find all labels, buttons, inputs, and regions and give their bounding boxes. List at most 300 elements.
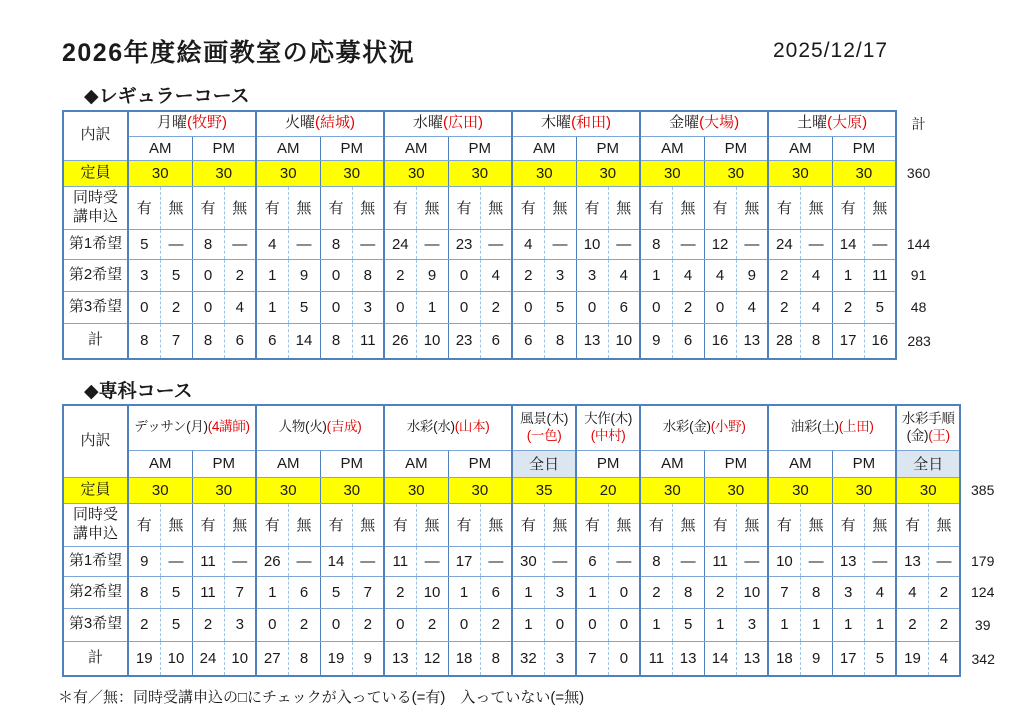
availability-header-cell: 無 bbox=[480, 503, 512, 546]
session-header-cell: PM bbox=[192, 450, 256, 477]
group-header-cell: 金曜(大場) bbox=[640, 111, 768, 136]
row-label-cell: 計 bbox=[63, 323, 128, 359]
session-header-cell: 全日 bbox=[512, 450, 576, 477]
value-cell: 5 bbox=[544, 291, 576, 323]
teacher-name: (上田) bbox=[838, 419, 874, 435]
value-cell: 1 bbox=[768, 608, 800, 641]
value-cell: 28 bbox=[768, 323, 800, 359]
footnote: ＊有／無：同時受講申込の□にチェックが入っている(=有) 入っていない(=無) bbox=[58, 689, 585, 706]
value-cell: — bbox=[544, 229, 576, 259]
teacher-name: (中村) bbox=[590, 427, 626, 443]
value-cell: 1 bbox=[256, 576, 288, 608]
value-cell: 13 bbox=[384, 641, 416, 676]
capacity-label-cell: 定員 bbox=[63, 477, 128, 503]
value-cell: 0 bbox=[320, 291, 352, 323]
value-cell: 8 bbox=[640, 229, 672, 259]
row-total-cell bbox=[960, 450, 1005, 477]
group-header-cell: 土曜(大原) bbox=[768, 111, 896, 136]
availability-header-cell: 無 bbox=[928, 503, 960, 546]
value-cell: 7 bbox=[224, 576, 256, 608]
session-header-cell: AM bbox=[384, 136, 448, 160]
row-total-cell bbox=[960, 405, 1005, 450]
value-cell: 3 bbox=[352, 291, 384, 323]
session-header-cell: AM bbox=[128, 136, 192, 160]
availability-header-cell: 無 bbox=[544, 186, 576, 229]
value-cell: 8 bbox=[352, 259, 384, 291]
value-cell: 2 bbox=[192, 608, 224, 641]
value-cell: 1 bbox=[512, 608, 544, 641]
value-cell: — bbox=[864, 229, 896, 259]
availability-header-cell: 無 bbox=[224, 503, 256, 546]
value-cell: 2 bbox=[288, 608, 320, 641]
value-cell: 1 bbox=[832, 259, 864, 291]
capacity-cell: 30 bbox=[640, 477, 704, 503]
session-header-cell: PM bbox=[832, 450, 896, 477]
group-header-cell: 火曜(結城) bbox=[256, 111, 384, 136]
value-cell: 2 bbox=[352, 608, 384, 641]
value-cell: 7 bbox=[768, 576, 800, 608]
capacity-cell: 30 bbox=[192, 477, 256, 503]
value-cell: 13 bbox=[896, 546, 928, 576]
value-cell: 4 bbox=[928, 641, 960, 676]
value-cell: 10 bbox=[224, 641, 256, 676]
value-cell: 0 bbox=[320, 259, 352, 291]
value-cell: 14 bbox=[832, 229, 864, 259]
value-cell: 12 bbox=[416, 641, 448, 676]
group-header-cell: 水曜(広田) bbox=[384, 111, 512, 136]
value-cell: 4 bbox=[672, 259, 704, 291]
value-cell: 8 bbox=[640, 546, 672, 576]
value-cell: — bbox=[160, 229, 192, 259]
availability-header-cell: 有 bbox=[256, 186, 288, 229]
value-cell: 8 bbox=[544, 323, 576, 359]
capacity-cell: 30 bbox=[128, 160, 192, 186]
value-cell: — bbox=[736, 229, 768, 259]
value-cell: 10 bbox=[160, 641, 192, 676]
availability-header-cell: 無 bbox=[288, 186, 320, 229]
availability-header-cell: 有 bbox=[768, 186, 800, 229]
teacher-name: (牧野) bbox=[187, 114, 228, 132]
value-cell: — bbox=[160, 546, 192, 576]
value-cell: — bbox=[864, 546, 896, 576]
value-cell: 13 bbox=[832, 546, 864, 576]
availability-header-cell: 有 bbox=[128, 186, 160, 229]
value-cell: 4 bbox=[224, 291, 256, 323]
capacity-cell: 30 bbox=[192, 160, 256, 186]
value-cell: 3 bbox=[224, 608, 256, 641]
availability-header-cell: 有 bbox=[512, 503, 544, 546]
value-cell: 0 bbox=[608, 576, 640, 608]
value-cell: — bbox=[736, 546, 768, 576]
value-cell: — bbox=[224, 229, 256, 259]
value-cell: 8 bbox=[128, 576, 160, 608]
group-header-cell: 水彩(水)(山本) bbox=[384, 405, 512, 450]
value-cell: 2 bbox=[928, 608, 960, 641]
session-header-cell: PM bbox=[704, 450, 768, 477]
teacher-name: (一色) bbox=[526, 427, 562, 443]
value-cell: 19 bbox=[320, 641, 352, 676]
value-cell: 6 bbox=[480, 576, 512, 608]
value-cell: 1 bbox=[640, 259, 672, 291]
value-cell: 4 bbox=[704, 259, 736, 291]
availability-header-cell: 有 bbox=[256, 503, 288, 546]
value-cell: 8 bbox=[320, 229, 352, 259]
row-total-cell: 91 bbox=[896, 259, 941, 291]
availability-header-cell: 無 bbox=[416, 503, 448, 546]
value-cell: 2 bbox=[416, 608, 448, 641]
value-cell: 2 bbox=[160, 291, 192, 323]
availability-header-cell: 無 bbox=[352, 503, 384, 546]
value-cell: 19 bbox=[128, 641, 160, 676]
row-total-cell: 48 bbox=[896, 291, 941, 323]
value-cell: — bbox=[928, 546, 960, 576]
capacity-cell: 30 bbox=[704, 477, 768, 503]
teacher-name: (小野) bbox=[710, 419, 746, 435]
value-cell: 2 bbox=[640, 576, 672, 608]
value-cell: 10 bbox=[608, 323, 640, 359]
session-header-cell: PM bbox=[448, 450, 512, 477]
value-cell: 6 bbox=[288, 576, 320, 608]
availability-header-cell: 有 bbox=[320, 186, 352, 229]
value-cell: — bbox=[288, 229, 320, 259]
value-cell: 5 bbox=[672, 608, 704, 641]
session-header-cell: AM bbox=[256, 136, 320, 160]
availability-header-cell: 有 bbox=[384, 186, 416, 229]
value-cell: 10 bbox=[768, 546, 800, 576]
value-cell: 2 bbox=[704, 576, 736, 608]
row-label-cell: 第2希望 bbox=[63, 259, 128, 291]
capacity-cell: 30 bbox=[704, 160, 768, 186]
value-cell: 9 bbox=[352, 641, 384, 676]
group-header-cell: 油彩(土)(上田) bbox=[768, 405, 896, 450]
session-header-cell: PM bbox=[576, 450, 640, 477]
value-cell: 2 bbox=[512, 259, 544, 291]
value-cell: 13 bbox=[736, 641, 768, 676]
row-total-cell: 124 bbox=[960, 576, 1005, 608]
value-cell: 9 bbox=[128, 546, 160, 576]
row-total-cell bbox=[896, 186, 941, 229]
value-cell: 1 bbox=[864, 608, 896, 641]
availability-header-cell: 無 bbox=[800, 186, 832, 229]
value-cell: 4 bbox=[512, 229, 544, 259]
breakdown-label-cell: 内訳 bbox=[63, 111, 128, 160]
value-cell: 1 bbox=[416, 291, 448, 323]
capacity-cell: 30 bbox=[256, 160, 320, 186]
value-cell: 10 bbox=[416, 576, 448, 608]
value-cell: 12 bbox=[704, 229, 736, 259]
value-cell: — bbox=[224, 546, 256, 576]
availability-header-cell: 無 bbox=[736, 503, 768, 546]
capacity-cell: 30 bbox=[320, 477, 384, 503]
value-cell: 6 bbox=[672, 323, 704, 359]
value-cell: 7 bbox=[576, 641, 608, 676]
capacity-label-cell: 定員 bbox=[63, 160, 128, 186]
value-cell: — bbox=[672, 229, 704, 259]
availability-header-cell: 無 bbox=[672, 503, 704, 546]
value-cell: 3 bbox=[832, 576, 864, 608]
value-cell: 6 bbox=[224, 323, 256, 359]
group-header-cell: 人物(火)(吉成) bbox=[256, 405, 384, 450]
value-cell: 0 bbox=[448, 608, 480, 641]
value-cell: 7 bbox=[352, 576, 384, 608]
teacher-name: (広田) bbox=[443, 114, 484, 132]
value-cell: 0 bbox=[256, 608, 288, 641]
row-label-cell: 第1希望 bbox=[63, 229, 128, 259]
value-cell: 5 bbox=[864, 291, 896, 323]
value-cell: 0 bbox=[448, 291, 480, 323]
session-header-cell: PM bbox=[448, 136, 512, 160]
value-cell: 0 bbox=[192, 259, 224, 291]
value-cell: 5 bbox=[864, 641, 896, 676]
availability-header-cell: 無 bbox=[160, 503, 192, 546]
session-header-cell: PM bbox=[192, 136, 256, 160]
capacity-cell: 20 bbox=[576, 477, 640, 503]
value-cell: 2 bbox=[480, 608, 512, 641]
capacity-cell: 30 bbox=[896, 477, 960, 503]
value-cell: 11 bbox=[192, 576, 224, 608]
row-label-cell: 第2希望 bbox=[63, 576, 128, 608]
value-cell: 14 bbox=[288, 323, 320, 359]
session-header-cell: AM bbox=[640, 136, 704, 160]
value-cell: 24 bbox=[768, 229, 800, 259]
capacity-cell: 30 bbox=[768, 160, 832, 186]
regular-course-table bbox=[62, 110, 942, 360]
value-cell: 0 bbox=[704, 291, 736, 323]
value-cell: 16 bbox=[864, 323, 896, 359]
value-cell: 17 bbox=[448, 546, 480, 576]
row-total-cell bbox=[896, 136, 941, 160]
value-cell: — bbox=[608, 546, 640, 576]
value-cell: 3 bbox=[544, 641, 576, 676]
row-total-cell: 283 bbox=[896, 323, 941, 359]
value-cell: 5 bbox=[160, 608, 192, 641]
value-cell: 4 bbox=[864, 576, 896, 608]
capacity-cell: 30 bbox=[768, 477, 832, 503]
value-cell: 0 bbox=[640, 291, 672, 323]
value-cell: 1 bbox=[640, 608, 672, 641]
value-cell: 2 bbox=[384, 259, 416, 291]
group-header-cell: 水彩(金)(小野) bbox=[640, 405, 768, 450]
capacity-cell: 30 bbox=[384, 160, 448, 186]
value-cell: 5 bbox=[160, 259, 192, 291]
availability-header-cell: 無 bbox=[544, 503, 576, 546]
capacity-cell: 30 bbox=[832, 477, 896, 503]
session-header-cell: 全日 bbox=[896, 450, 960, 477]
teacher-name: (吉成) bbox=[326, 419, 362, 435]
value-cell: 10 bbox=[416, 323, 448, 359]
value-cell: 2 bbox=[896, 608, 928, 641]
value-cell: 2 bbox=[384, 576, 416, 608]
value-cell: 0 bbox=[320, 608, 352, 641]
value-cell: — bbox=[352, 546, 384, 576]
value-cell: 10 bbox=[736, 576, 768, 608]
availability-header-cell: 無 bbox=[416, 186, 448, 229]
row-label-cell: 第1希望 bbox=[63, 546, 128, 576]
group-header-cell: 木曜(和田) bbox=[512, 111, 640, 136]
availability-header-cell: 有 bbox=[448, 186, 480, 229]
availability-header-cell: 有 bbox=[896, 503, 928, 546]
value-cell: 13 bbox=[736, 323, 768, 359]
value-cell: 11 bbox=[352, 323, 384, 359]
concurrent-label-cell: 同時受 講申込 bbox=[63, 503, 128, 546]
value-cell: 1 bbox=[256, 259, 288, 291]
capacity-cell: 30 bbox=[832, 160, 896, 186]
value-cell: 3 bbox=[128, 259, 160, 291]
value-cell: 0 bbox=[448, 259, 480, 291]
row-label-cell: 第3希望 bbox=[63, 608, 128, 641]
value-cell: 8 bbox=[480, 641, 512, 676]
availability-header-cell: 有 bbox=[832, 186, 864, 229]
value-cell: 2 bbox=[672, 291, 704, 323]
section-heading-special: ◆専科コース bbox=[84, 381, 193, 402]
capacity-cell: 30 bbox=[320, 160, 384, 186]
availability-header-cell: 有 bbox=[128, 503, 160, 546]
value-cell: 14 bbox=[320, 546, 352, 576]
availability-header-cell: 有 bbox=[640, 503, 672, 546]
availability-header-cell: 無 bbox=[800, 503, 832, 546]
value-cell: 6 bbox=[512, 323, 544, 359]
value-cell: 18 bbox=[448, 641, 480, 676]
value-cell: 1 bbox=[512, 576, 544, 608]
teacher-name: (大場) bbox=[699, 114, 740, 132]
availability-header-cell: 有 bbox=[704, 503, 736, 546]
value-cell: — bbox=[480, 229, 512, 259]
availability-header-cell: 有 bbox=[768, 503, 800, 546]
value-cell: 9 bbox=[416, 259, 448, 291]
value-cell: 8 bbox=[288, 641, 320, 676]
value-cell: 1 bbox=[576, 576, 608, 608]
availability-header-cell: 有 bbox=[576, 186, 608, 229]
value-cell: 16 bbox=[704, 323, 736, 359]
row-total-cell: 342 bbox=[960, 641, 1005, 676]
availability-header-cell: 有 bbox=[576, 503, 608, 546]
row-label-cell: 計 bbox=[63, 641, 128, 676]
row-total-cell: 385 bbox=[960, 477, 1005, 503]
value-cell: 2 bbox=[768, 259, 800, 291]
session-header-cell: AM bbox=[256, 450, 320, 477]
row-total-cell: 360 bbox=[896, 160, 941, 186]
capacity-cell: 30 bbox=[512, 160, 576, 186]
teacher-name: (大原) bbox=[827, 114, 868, 132]
value-cell: 17 bbox=[832, 323, 864, 359]
value-cell: 6 bbox=[480, 323, 512, 359]
value-cell: 24 bbox=[192, 641, 224, 676]
value-cell: 0 bbox=[608, 641, 640, 676]
value-cell: — bbox=[416, 229, 448, 259]
value-cell: — bbox=[416, 546, 448, 576]
concurrent-label-cell: 同時受 講申込 bbox=[63, 186, 128, 229]
value-cell: 24 bbox=[384, 229, 416, 259]
section-heading-regular: ◆レギュラーコース bbox=[84, 86, 250, 107]
value-cell: 8 bbox=[800, 323, 832, 359]
availability-header-cell: 有 bbox=[512, 186, 544, 229]
teacher-name: (王) bbox=[928, 427, 950, 443]
value-cell: 32 bbox=[512, 641, 544, 676]
value-cell: — bbox=[544, 546, 576, 576]
value-cell: 3 bbox=[576, 259, 608, 291]
capacity-cell: 30 bbox=[640, 160, 704, 186]
value-cell: 10 bbox=[576, 229, 608, 259]
value-cell: — bbox=[672, 546, 704, 576]
value-cell: 1 bbox=[704, 608, 736, 641]
value-cell: 14 bbox=[704, 641, 736, 676]
session-header-cell: PM bbox=[320, 136, 384, 160]
group-header-cell: 月曜(牧野) bbox=[128, 111, 256, 136]
value-cell: 8 bbox=[320, 323, 352, 359]
value-cell: 23 bbox=[448, 229, 480, 259]
group-header-cell: デッサン(月)(4講師) bbox=[128, 405, 256, 450]
capacity-cell: 30 bbox=[448, 160, 512, 186]
capacity-cell: 30 bbox=[256, 477, 320, 503]
value-cell: 4 bbox=[896, 576, 928, 608]
value-cell: 3 bbox=[736, 608, 768, 641]
row-total-cell: 計 bbox=[896, 111, 941, 136]
session-header-cell: AM bbox=[384, 450, 448, 477]
availability-header-cell: 無 bbox=[672, 186, 704, 229]
availability-header-cell: 有 bbox=[704, 186, 736, 229]
session-header-cell: PM bbox=[320, 450, 384, 477]
value-cell: 6 bbox=[608, 291, 640, 323]
value-cell: 8 bbox=[128, 323, 160, 359]
value-cell: 0 bbox=[384, 608, 416, 641]
value-cell: 1 bbox=[832, 608, 864, 641]
availability-header-cell: 有 bbox=[320, 503, 352, 546]
value-cell: 11 bbox=[640, 641, 672, 676]
availability-header-cell: 無 bbox=[864, 503, 896, 546]
value-cell: 26 bbox=[256, 546, 288, 576]
availability-header-cell: 有 bbox=[192, 503, 224, 546]
value-cell: 7 bbox=[160, 323, 192, 359]
availability-header-cell: 無 bbox=[736, 186, 768, 229]
availability-header-cell: 無 bbox=[608, 503, 640, 546]
capacity-cell: 30 bbox=[448, 477, 512, 503]
session-header-cell: AM bbox=[768, 450, 832, 477]
group-header-cell: 水彩手順 (金)(王) bbox=[896, 405, 960, 450]
teacher-name: (和田) bbox=[571, 114, 612, 132]
value-cell: 0 bbox=[576, 291, 608, 323]
value-cell: 4 bbox=[608, 259, 640, 291]
value-cell: 26 bbox=[384, 323, 416, 359]
row-total-cell: 39 bbox=[960, 608, 1005, 641]
availability-header-cell: 無 bbox=[864, 186, 896, 229]
value-cell: — bbox=[800, 229, 832, 259]
value-cell: 4 bbox=[256, 229, 288, 259]
value-cell: 9 bbox=[640, 323, 672, 359]
capacity-cell: 30 bbox=[128, 477, 192, 503]
value-cell: 1 bbox=[800, 608, 832, 641]
teacher-name: (結城) bbox=[315, 114, 356, 132]
value-cell: 2 bbox=[224, 259, 256, 291]
value-cell: 2 bbox=[480, 291, 512, 323]
value-cell: 2 bbox=[928, 576, 960, 608]
session-header-cell: AM bbox=[512, 136, 576, 160]
value-cell: 13 bbox=[672, 641, 704, 676]
row-total-cell: 144 bbox=[896, 229, 941, 259]
availability-header-cell: 有 bbox=[448, 503, 480, 546]
breakdown-label-cell: 内訳 bbox=[63, 405, 128, 477]
session-header-cell: AM bbox=[768, 136, 832, 160]
value-cell: 0 bbox=[544, 608, 576, 641]
page-title: 2026年度絵画教室の応募状況 bbox=[62, 39, 416, 67]
capacity-cell: 30 bbox=[576, 160, 640, 186]
capacity-cell: 30 bbox=[384, 477, 448, 503]
value-cell: 5 bbox=[320, 576, 352, 608]
value-cell: 9 bbox=[800, 641, 832, 676]
value-cell: 19 bbox=[896, 641, 928, 676]
value-cell: 13 bbox=[576, 323, 608, 359]
value-cell: 5 bbox=[160, 576, 192, 608]
value-cell: 8 bbox=[800, 576, 832, 608]
